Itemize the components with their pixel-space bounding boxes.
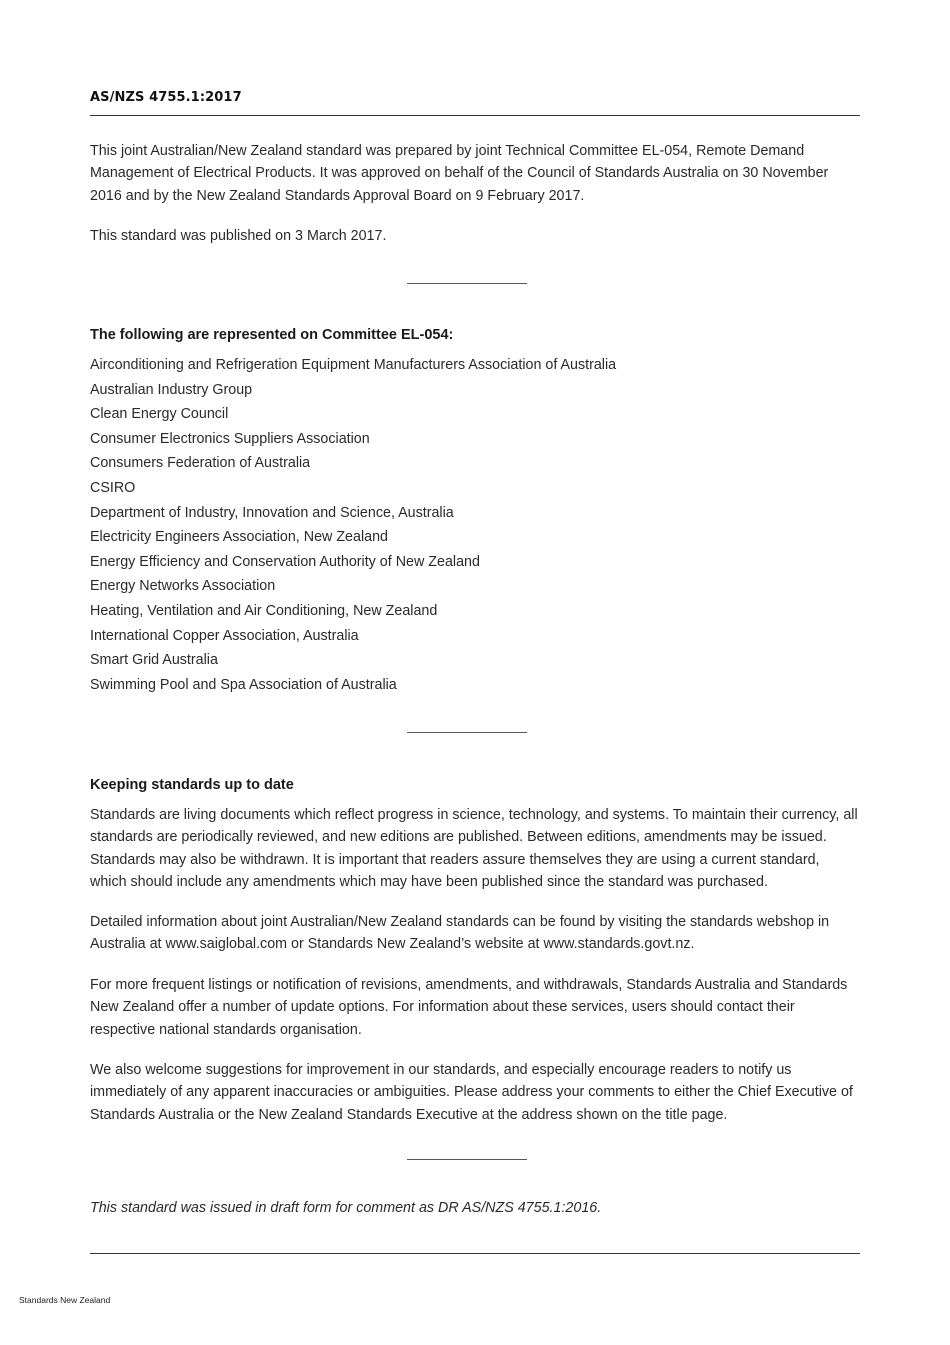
committee-member: Energy Networks Association	[90, 578, 276, 595]
draft-note: This standard was issued in draft form for comment as DR AS/NZS 4755.1:2016.	[90, 1200, 602, 1216]
committee-member: Clean Energy Council	[90, 406, 229, 423]
committee-member: Airconditioning and Refrigeration Equipment Manufacturers Association of Australia	[90, 357, 617, 373]
document-header	[90, 88, 860, 116]
committee-member: Consumer Electronics Suppliers Association	[90, 430, 370, 447]
keeping-paragraph-3-wrapper	[90, 974, 860, 1041]
draft-note-section	[90, 1200, 860, 1216]
committee-member: Australian Industry Group	[90, 381, 253, 398]
committee-member: Department of Industry, Innovation and Science, Australia	[90, 504, 454, 521]
keeping-paragraph-1: Standards are living documents which reflect progress in science, technology, and systems. To maintain their currency, all standards are periodically reviewed, and new editions are published. Between editions, amendments may be issued. Standards may also be withdrawn. It is important that readers assure themselves they are using a current standard, which should include any amendments which may have been published since the standard was purchased.	[90, 807, 858, 890]
section-divider-2	[407, 732, 527, 733]
intro-paragraph-1: This joint Australian/New Zealand standard was prepared by joint Technical Committee EL-054, Remote Demand Management of Electrical Products. It was approved on behalf of the Council of Standards Australia on 30 November 2016 and by the New Zealand Standards Approval Board on 9 February 2017.	[90, 143, 829, 204]
keeping-paragraph-3: For more frequent listings or notification of revisions, amendments, and withdrawals, Standards Australia and Standards New Zealand offer a number of update options. For information about these services, users should contact their respective national standards organisation.	[90, 977, 848, 1038]
committee-member-list-wrapper	[90, 353, 860, 697]
committee-member: Consumers Federation of Australia	[90, 455, 311, 472]
intro-paragraph-2: This standard was published on 3 March 2017.	[90, 228, 387, 244]
committee-section	[90, 327, 860, 343]
section-divider-3	[407, 1159, 527, 1160]
keeping-paragraph-1-wrapper	[90, 804, 860, 893]
committee-member: Swimming Pool and Spa Association of Australia	[90, 676, 397, 693]
keeping-paragraph-2: Detailed information about joint Australian/New Zealand standards can be found by visiting the standards webshop in Australia at www.saiglobal.com or Standards New Zealand’s website at www.standards.govt.nz.	[90, 914, 830, 953]
keeping-paragraph-2-wrapper	[90, 911, 860, 956]
section-divider-1	[407, 283, 527, 284]
keeping-paragraph-4: We also welcome suggestions for improvement in our standards, and especially encourage readers to notify us immediately of any apparent inaccuracies or ambiguities. Please address your comments to either the Chief Executive of Standards Australia or the New Zealand Standards Executive at the address shown on the title page.	[90, 1062, 853, 1123]
committee-member: Smart Grid Australia	[90, 652, 218, 669]
committee-heading: The following are represented on Committee EL-054:	[90, 327, 454, 343]
footer-organisation: Standards New Zealand	[19, 1295, 111, 1305]
committee-member: International Copper Association, Australia	[90, 627, 359, 644]
keeping-paragraph-4-wrapper	[90, 1059, 860, 1126]
committee-member-list	[90, 353, 860, 697]
keeping-up-to-date-section	[90, 777, 860, 793]
publication-note	[90, 225, 860, 247]
committee-member: CSIRO	[90, 479, 136, 496]
committee-member: Electricity Engineers Association, New Zealand	[90, 529, 388, 546]
committee-member: Heating, Ventilation and Air Conditioning, New Zealand	[90, 602, 438, 619]
committee-member: Energy Efficiency and Conservation Authority of New Zealand	[90, 553, 480, 570]
intro-section	[90, 140, 860, 207]
keeping-up-to-date-heading: Keeping standards up to date	[90, 777, 294, 793]
standard-id: AS/NZS 4755.1:2017	[90, 90, 242, 105]
bottom-rule	[90, 1253, 860, 1254]
